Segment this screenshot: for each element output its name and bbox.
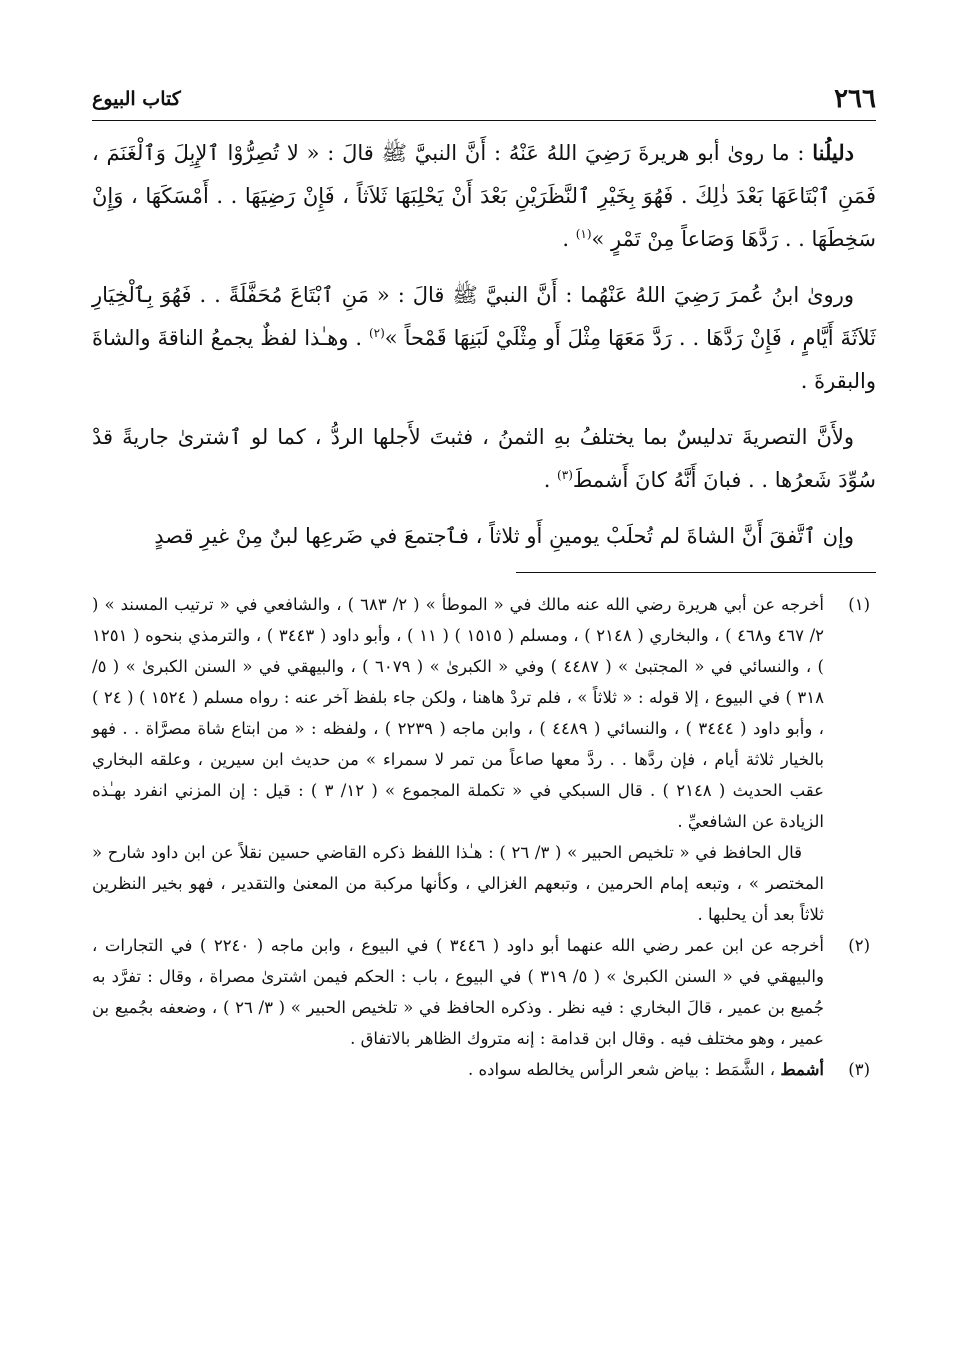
footnote-1 — [92, 589, 876, 930]
paragraph-ibn-umar — [92, 274, 876, 403]
footnote-body — [92, 930, 824, 1054]
paragraph-text: ولأَنَّ التصريةَ تدليسٌ بما يختلفُ بهِ الثمنُ ، فثبتَ لأَجلها الردُّ ، كما لو ٱشترىٰ جاريةً قدْ سُوِّدَ شَعرُها . . فبانَ أَنَّهُ كانَ أَشمطَ — [92, 425, 876, 492]
page-header — [92, 82, 876, 121]
footnote-3 — [92, 1054, 876, 1085]
main-text — [92, 131, 876, 558]
paragraph-text: وروىٰ ابنُ عُمرَ رَضِيَ اللهُ عَنْهُما : أَنَّ النبيَّ ﷺ قالَ : « مَنِ ٱبْتَاعَ مُحَفَّلَةً . . فَهُوَ بِٱلْخِيَارِ ثَلاَثَةَ أَيَّامٍ ، فَإِنْ رَدَّهَا . . رَدَّ مَعَهَا مِثْلَ أَو مِثْلَيْ لَبَنِهَا قَمْحاً » — [92, 283, 876, 350]
footnote-body — [92, 1054, 824, 1085]
page-number: ٢٦٦ — [834, 84, 876, 114]
footnote-separator — [516, 572, 876, 573]
footnote-number: (١) — [848, 595, 870, 614]
footnotes — [92, 589, 876, 1085]
footnote-number: (٣) — [848, 1060, 870, 1079]
paragraph-lead-word: دليلُنا — [812, 140, 854, 165]
footnote-text: أخرجه عن ابن عمر رضي الله عنهما أبو داود ( ٣٤٤٦ ) في البيوع ، وابن ماجه ( ٢٢٤٠ ) في التجارات ، والبيهقي في « السنن الكبرىٰ » ( ٥/ ٣١٩ ) في البيوع ، باب : الحكم فيمن اشترىٰ مصراة ، وقال : تفرَّد به جُميع بن عمير ، قالَ البخاري : فيه نظر . وذكره الحافظ في « تلخيص الحبير » ( ٣/ ٢٦ ) ، وضعفه بجُميع بن عمير ، وهو مختلف فيه . وقال ابن قدامة : إنه متروك الظاهر بالاتفاق . — [92, 936, 824, 1048]
paragraph-end: . — [562, 227, 576, 251]
footnote-text — [92, 1054, 824, 1085]
paragraph-unintended-milk — [92, 515, 876, 558]
paragraph-text: : ما روىٰ أبو هريرةَ رَضِيَ اللهُ عَنْهُ : أَنَّ النبيَّ ﷺ قالَ : « لا تُصِرُّوْا ٱلإِبِلَ وَٱلْغَنَمَ ، فَمَنِ ٱبْتَاعَهَا بَعْدَ ذٰلِكَ . فَهُوَ بِخَيْرِ ٱلنَّظَرَيْنِ بَعْدَ أَنْ يَحْلِبَهَا ثَلاَثاً ، فَإِنْ رَضِيَهَا . . أَمْسَكَهَا ، وَإِنْ سَخِطَهَا . . رَدَّهَا وَصَاعاً مِنْ تَمْرٍ » — [92, 141, 876, 251]
footnote-body — [92, 589, 824, 930]
footnote-reference-3[interactable]: (٣) — [557, 468, 573, 482]
footnote-text: أخرجه عن أبي هريرة رضي الله عنه مالك في « الموطأ » ( ٢/ ٦٨٣ ) ، والشافعي في « ترتيب المسند » ( ٢/ ٤٦٧ و٤٦٨ ) ، والبخاري ( ٢١٤٨ ) ، ومسلم ( ١٥١٥ ) ( ١١ ) ، وأبو داود ( ٣٤٤٣ ) ، والترمذي بنحوه ( ١٢٥١ ) ، والنسائي في « المجتبىٰ » ( ٤٤٨٧ ) وفي « الكبرىٰ » ( ٦٠٧٩ ) ، والبيهقي في « السنن الكبرىٰ » ( ٥/ ٣١٨ ) في البيوع ، إلا قوله : « ثلاثاً » ، فلم تردْ هاهنا ، ولكن جاء بلفظ آخر عنه : رواه مسلم ( ١٥٢٤ ) ( ٢٤ ) ، وأبو داود ( ٣٤٤٤ ) ، والنسائي ( ٤٤٨٩ ) ، وابن ماجه ( ٢٢٣٩ ) ، ولفظه : « من ابتاع شاة مصرَّاة . . فهو بالخيار ثلاثة أيام ، فإن ردَّها . . ردَّ معها صاعاً من تمر لا سمراء » من حديث ابن سيرين ، وعلقه البخاري عقب الحديث ( ٢١٤٨ ) . قال السبكي في « تكملة المجموع » ( ١٢/ ٣ ) : قيل : إن المزني انفرد بهـٰذه الزيادة عن الشافعيِّ . — [92, 595, 825, 831]
footnote-number: (٢) — [848, 936, 870, 955]
paragraph-text: وإن ٱتَّفقَ أَنَّ الشاةَ لم تُحلَبْ يومينِ أَو ثلاثاً ، فٱجتمعَ في ضَرعِها لبنٌ مِنْ غيرِ قصدٍ — [154, 524, 854, 548]
footnote-reference-1[interactable]: (١) — [575, 227, 592, 241]
paragraph-tasriya — [92, 416, 876, 502]
paragraph-end: . — [543, 468, 558, 492]
footnote-term: أشمط — [780, 1060, 824, 1079]
paragraph-evidence-abu-hurayra — [92, 131, 876, 261]
footnote-2 — [92, 930, 876, 1054]
document-page — [92, 82, 876, 1322]
running-title: كتاب البيوع — [92, 88, 181, 110]
footnote-continuation: قال الحافظ في « تلخيص الحبير » ( ٣/ ٢٦ ) : هـٰذا اللفظ ذكره القاضي حسين نقلاً عن ابن داود شارح « المختصر » ، وتبعه إمام الحرمين ، وتبعهم الغزالي ، وكأنها مركبة من المعنىٰ والتقدير ، فهو بخير النظرين ثلاثاً بعد أن يحلبها . — [92, 843, 824, 924]
footnote-reference-2[interactable]: (٢) — [368, 326, 385, 340]
footnote-definition: ، الشَّمَط : بياض شعر الرأس يخالطه سواده . — [468, 1060, 781, 1079]
paragraph-end: . وهـٰذا لفظٌ يجمعُ الناقةَ والشاةَ والبقرةَ . — [92, 326, 876, 393]
